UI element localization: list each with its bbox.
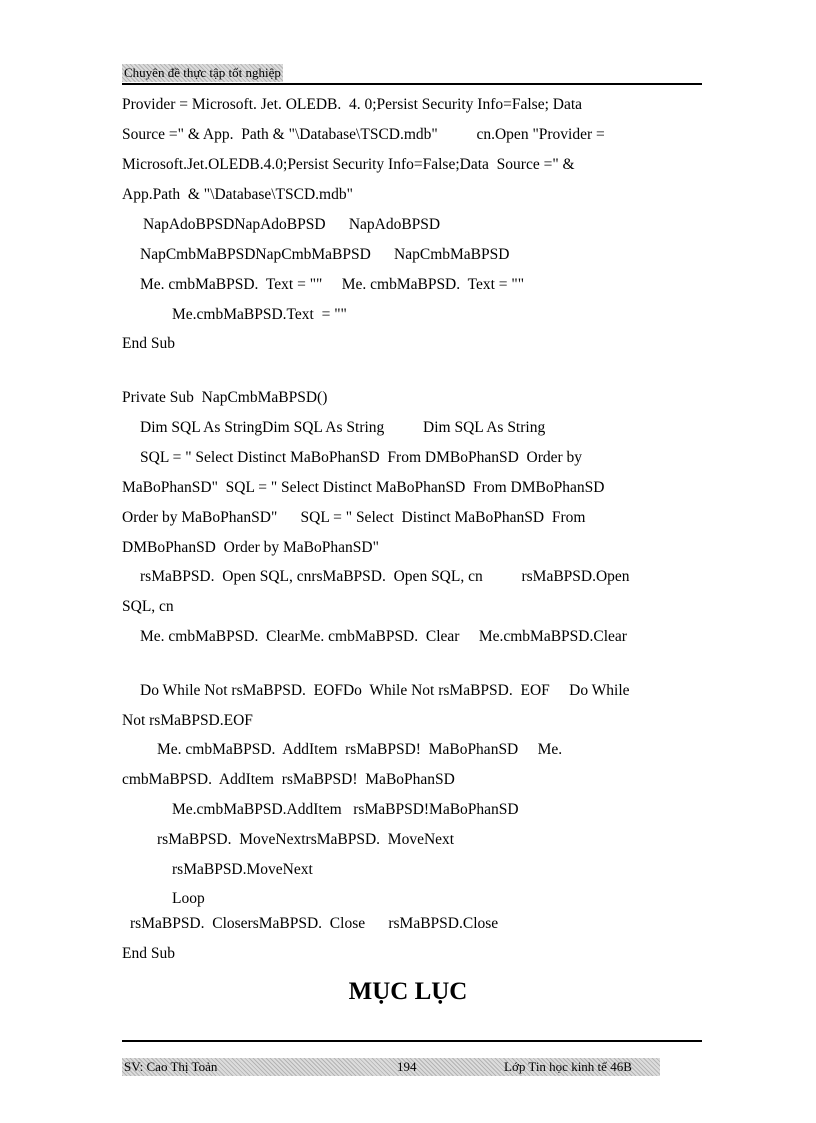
code-line: SQL, cn [122, 598, 174, 615]
code-line: Do While Not rsMaBPSD. EOFDo While Not rsMaBPSD. EOF Do While [140, 682, 630, 699]
code-line: Order by MaBoPhanSD" SQL = " Select Distinct MaBoPhanSD From [122, 509, 586, 526]
footer-class: Lớp Tin học kinh tế 46B [504, 1059, 632, 1074]
code-line: Not rsMaBPSD.EOF [122, 712, 253, 729]
code-line: Private Sub NapCmbMaBPSD() [122, 389, 328, 406]
code-line: Provider = Microsoft. Jet. OLEDB. 4. 0;Persist Security Info=False; Data [122, 96, 583, 113]
section-title: MỤC LỤC [348, 978, 468, 1005]
code-line: End Sub [122, 335, 175, 352]
page-footer [122, 1058, 660, 1076]
code-line: App.Path & "\Database\TSCD.mdb" [122, 186, 353, 203]
code-line: Me. cmbMaBPSD. AddItem rsMaBPSD! MaBoPhanSD Me. [157, 741, 563, 758]
code-line: Me.cmbMaBPSD.Text = "" [172, 306, 347, 323]
header-rule [122, 83, 702, 85]
code-line: rsMaBPSD. MoveNextrsMaBPSD. MoveNext [157, 831, 455, 848]
code-line: Dim SQL As StringDim SQL As String Dim SQL As String [140, 419, 546, 436]
code-line: End Sub [122, 945, 175, 962]
code-line: Source =" & App. Path & "\Database\TSCD.mdb" cn.Open "Provider = [122, 126, 605, 143]
code-line: MaBoPhanSD" SQL = " Select Distinct MaBoPhanSD From DMBoPhanSD [122, 479, 605, 496]
running-header: Chuyên đề thực tập tốt nghiệp [124, 65, 281, 80]
footer-rule [122, 1040, 702, 1042]
code-line: NapCmbMaBPSDNapCmbMaBPSD NapCmbMaBPSD [140, 246, 510, 263]
page-number: 194 [397, 1059, 417, 1074]
code-line: rsMaBPSD. ClosersMaBPSD. Close rsMaBPSD.Close [130, 915, 499, 932]
code-line: SQL = " Select Distinct MaBoPhanSD From DMBoPhanSD Order by [140, 449, 583, 466]
footer-student: SV: Cao Thị Toản [124, 1059, 218, 1074]
code-line: cmbMaBPSD. AddItem rsMaBPSD! MaBoPhanSD [122, 771, 455, 788]
code-line: Me. cmbMaBPSD. ClearMe. cmbMaBPSD. Clear Me.cmbMaBPSD.Clear [140, 628, 627, 645]
code-line: Loop [172, 890, 205, 907]
code-line: Me. cmbMaBPSD. Text = "" Me. cmbMaBPSD. Text = "" [140, 276, 525, 293]
code-line: Microsoft.Jet.OLEDB.4.0;Persist Security Info=False;Data Source =" & [122, 156, 575, 173]
code-line: NapAdoBPSDNapAdoBPSD NapAdoBPSD [143, 216, 441, 233]
code-line: rsMaBPSD. Open SQL, cnrsMaBPSD. Open SQL, cn rsMaBPSD.Open [140, 568, 630, 585]
code-line: rsMaBPSD.MoveNext [172, 861, 313, 878]
code-line: Me.cmbMaBPSD.AddItem rsMaBPSD!MaBoPhanSD [172, 801, 519, 818]
code-line: DMBoPhanSD Order by MaBoPhanSD" [122, 539, 379, 556]
